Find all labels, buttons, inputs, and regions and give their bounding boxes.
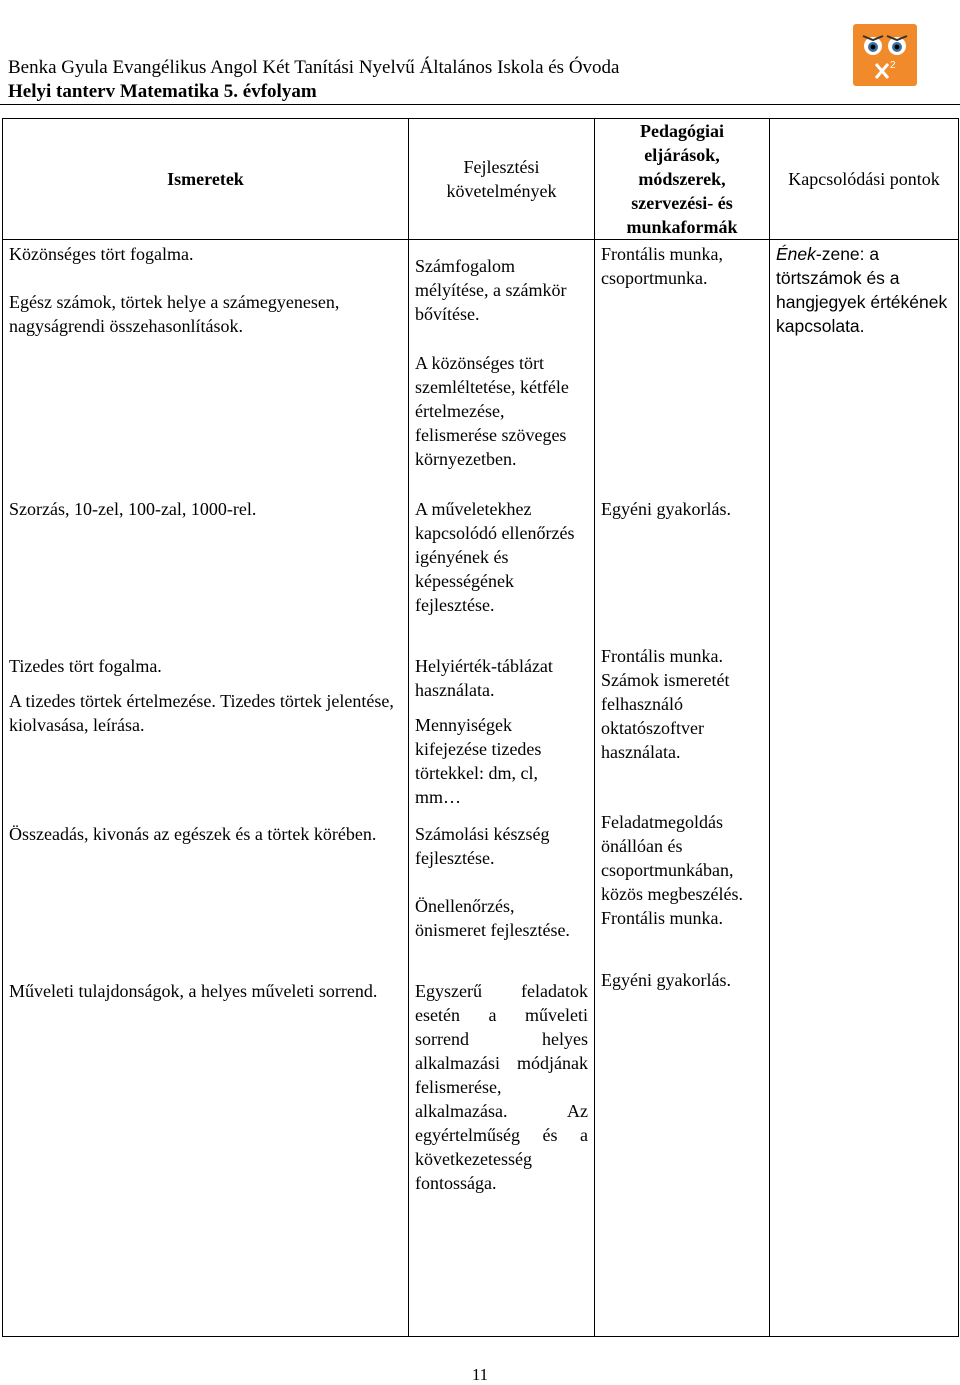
list-item: A műveletekhez kapcsolódó ellenőrzés igényének és képességének fejlesztése. [415,499,575,615]
list-item: Egyéni gyakorlás. [601,499,731,519]
list-item: A tizedes törtek értelmezése. Tizedes törtek jelentése, kiolvasása, leírása. [9,691,394,735]
school-name: Benka Gyula Evangélikus Angol Két Tanítási Nyelvű Általános Iskola és Óvoda [8,57,620,78]
list-item: Egyszerű feladatok esetén a műveleti sorrend helyes alkalmazási módjának felismerése, alkalmazása. Az egyértelműség és a következetesség fontossága. [415,981,588,1193]
list-item: Mennyiségek kifejezése tizedes törtekkel: dm, cl, mm… [415,715,542,807]
column-header-knowledge: Ismeretek [3,119,409,240]
list-item: Szorzás, 10-zel, 100-zal, 1000-rel. [9,499,257,519]
connection-text: -zene: a törtszámok és a hangjegyek értékének kapcsolata. [776,244,948,336]
connections-cell [770,240,959,1337]
svg-text:2: 2 [890,60,896,71]
connection-note [776,242,952,338]
owl-logo-icon [853,24,917,86]
knowledge-cell [3,240,409,1337]
curriculum-subtitle: Helyi tanterv Matematika 5. évfolyam [8,81,317,102]
list-item: Közönséges tört fogalma. [9,244,194,264]
list-item: Tizedes tört fogalma. [9,656,162,676]
table-header-row [3,119,959,240]
list-item: Frontális munka. Számok ismeretét felhasználó oktatószoftver használata. [601,646,730,762]
list-item: Számfogalom mélyítése, a számkör bővítése. [415,256,567,324]
list-item: Egész számok, törtek helye a számegyenesen, nagyságrendi összehasonlítások. [9,292,340,336]
list-item: Önellenőrzés, önismeret fejlesztése. [415,896,570,940]
methods-cell [595,240,770,1337]
list-item: Összeadás, kivonás az egészek és a törtek körében. [9,824,377,844]
column-header-connections: Kapcsolódási pontok [770,119,959,240]
list-item: Feladatmegoldás önállóan és csoportmunkában, közös megbeszélés. Frontális munka. [601,812,743,928]
list-item: Számolási készség fejlesztése. [415,824,550,868]
page-number: 11 [471,1365,489,1384]
column-header-development: Fejlesztési követelmények [409,119,595,240]
list-item: Frontális munka, csoportmunka. [601,244,723,288]
header-divider [0,104,960,105]
list-item: A közönséges tört szemléltetése, kétféle értelmezése, felismerése szöveges környezetben. [415,353,569,469]
column-header-methods: Pedagógiai eljárások, módszerek, szervezési- és munkaformák [595,119,770,240]
list-item: Helyiérték-táblázat használata. [415,656,553,700]
list-item: Egyéni gyakorlás. [601,970,731,990]
connection-subject: Ének [776,244,816,264]
page-header [8,56,948,104]
list-item: Műveleti tulajdonságok, a helyes műveleti sorrend. [9,981,378,1001]
curriculum-table [2,118,959,1337]
table-row [3,240,959,1337]
development-cell [409,240,595,1337]
